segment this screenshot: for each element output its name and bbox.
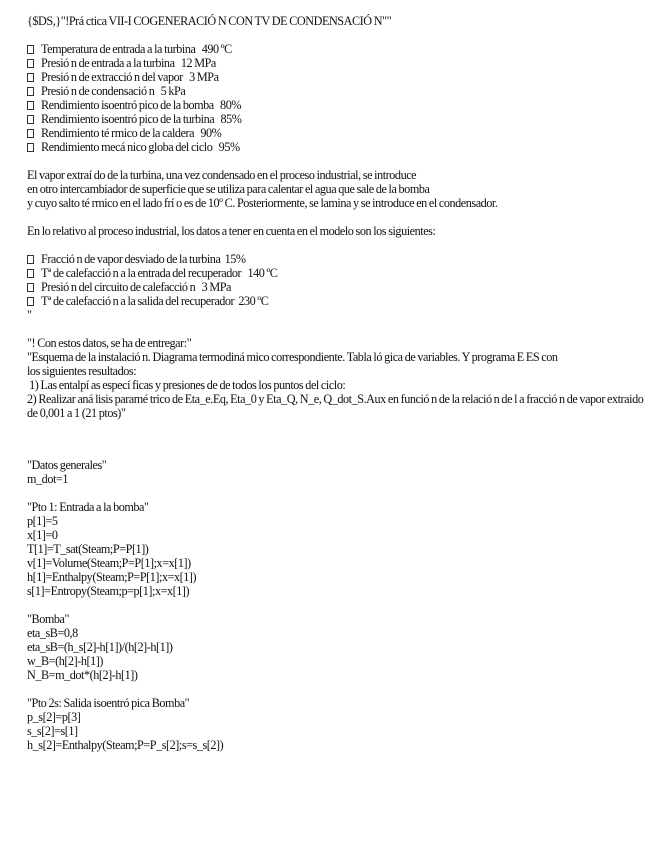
- code-pto1: [27, 500, 647, 598]
- code-line: s_s[2]=s[1]: [27, 724, 78, 738]
- document-title: {$DS,}"!Prá ctica VII-I COGENERACIÓ N CON TV DE CONDENSACIÓ N"": [27, 14, 392, 28]
- code-comment: "Pto 1: Entrada a la bomba": [27, 500, 149, 514]
- code-line: p_s[2]=p[3]: [27, 710, 81, 724]
- code-line: s[1]=Entropy(Steam;p=p[1];x=x[1]): [27, 584, 190, 598]
- list-item: Rendimiento isoentró pico de la bomba 80%: [27, 98, 647, 112]
- code-comment: "Bomba": [27, 612, 70, 626]
- paragraph-line: El vapor extraí do de la turbina, una vez condensado en el proceso industrial, se introduce: [27, 168, 417, 182]
- list-item: Fracció n de vapor desviado de la turbina 15%: [27, 252, 647, 266]
- code-line: eta_sB=(h_s[2]-h[1])/(h[2]-h[1]): [27, 640, 173, 654]
- code-line: m_dot=1: [27, 472, 68, 486]
- process-list: [27, 252, 647, 308]
- bullet-box-icon: [27, 45, 34, 54]
- paragraph-line: en otro intercambiador de superficie que se utiliza para calentar el agua que sale de la bomba: [27, 182, 430, 196]
- list-item: Presió n de extracció n del vapor 3 MPa: [27, 70, 647, 84]
- code-line: h_s[2]=Enthalpy(Steam;P=P_s[2];s=s_s[2]): [27, 738, 224, 752]
- deliverables-item: 2) Realizar aná lisis paramé trico de Eta_e.Eq, Eta_0 y Eta_Q, N_e, Q_dot_S.Aux en funció n de la relació n de l a fracció n de vapor extraido de 0,001 a 1 (21 ptos)": [27, 392, 644, 420]
- bullet-box-icon: [27, 129, 34, 138]
- list-item: Presió n de condensació n 5 kPa: [27, 84, 647, 98]
- list-item: Presió n de entrada a la turbina 12 MPa: [27, 56, 647, 70]
- paragraph-line: y cuyo salto té rmico en el lado frí o es de 10º C. Posteriormente, se lamina y se introduce en el condensador.: [27, 196, 498, 210]
- bullet-box-icon: [27, 59, 34, 68]
- code-line: w_B=(h[2]-h[1]): [27, 654, 103, 668]
- process-intro: En lo relativo al proceso industrial, los datos a tener en cuenta en el modelo son los siguientes:: [27, 224, 436, 238]
- code-pto2s: [27, 696, 647, 752]
- bullet-box-icon: [27, 143, 34, 152]
- code-comment: "Datos generales": [27, 458, 107, 472]
- document-body: [27, 14, 647, 752]
- deliverables-text: "Esquema de la instalació n. Diagrama termodiná mico correspondiente. Tabla ló gica de variables. Y programa E ES con: [27, 350, 558, 364]
- bullet-box-icon: [27, 297, 34, 306]
- code-line: p[1]=5: [27, 514, 58, 528]
- parameter-list: [27, 42, 647, 154]
- bullet-box-icon: [27, 283, 34, 292]
- bullet-box-icon: [27, 101, 34, 110]
- deliverables-line: 1) Las entalpí as especí ficas y presiones de de todos los puntos del ciclo:: [27, 378, 346, 392]
- deliverables-heading: "! Con estos datos, se ha de entregar:": [27, 336, 192, 350]
- list-item: Presió n del circuito de calefacció n 3 MPa: [27, 280, 647, 294]
- list-item: Tª de calefacció n a la salida del recuperador 230 ºC: [27, 294, 647, 308]
- list-item: Rendimiento isoentró pico de la turbina 85%: [27, 112, 647, 126]
- bullet-box-icon: [27, 87, 34, 96]
- list-item: Rendimiento té rmico de la caldera 90%: [27, 126, 647, 140]
- code-line: T[1]=T_sat(Steam;P=P[1]): [27, 542, 149, 556]
- bullet-box-icon: [27, 73, 34, 82]
- closing-quote: ": [27, 308, 32, 322]
- bullet-box-icon: [27, 255, 34, 264]
- bullet-box-icon: [27, 269, 34, 278]
- extraction-paragraph: [27, 168, 647, 210]
- code-line: h[1]=Enthalpy(Steam;P=P[1];x=x[1]): [27, 570, 197, 584]
- deliverables-line: los siguientes resultados:: [27, 364, 137, 378]
- code-line: N_B=m_dot*(h[2]-h[1]): [27, 668, 138, 682]
- code-general: [27, 458, 647, 486]
- code-bomba: [27, 612, 647, 682]
- deliverables-section: [27, 336, 647, 420]
- code-line: eta_sB=0,8: [27, 626, 78, 640]
- bullet-box-icon: [27, 115, 34, 124]
- list-item: Rendimiento mecá nico globa del ciclo 95%: [27, 140, 647, 154]
- code-comment: "Pto 2s: Salida isoentró pica Bomba": [27, 696, 190, 710]
- code-line: v[1]=Volume(Steam;P=P[1];x=x[1]): [27, 556, 191, 570]
- list-item: Temperatura de entrada a la turbina 490 ºC: [27, 42, 647, 56]
- code-line: x[1]=0: [27, 528, 58, 542]
- list-item: Tª de calefacció n a la entrada del recuperador 140 ºC: [27, 266, 647, 280]
